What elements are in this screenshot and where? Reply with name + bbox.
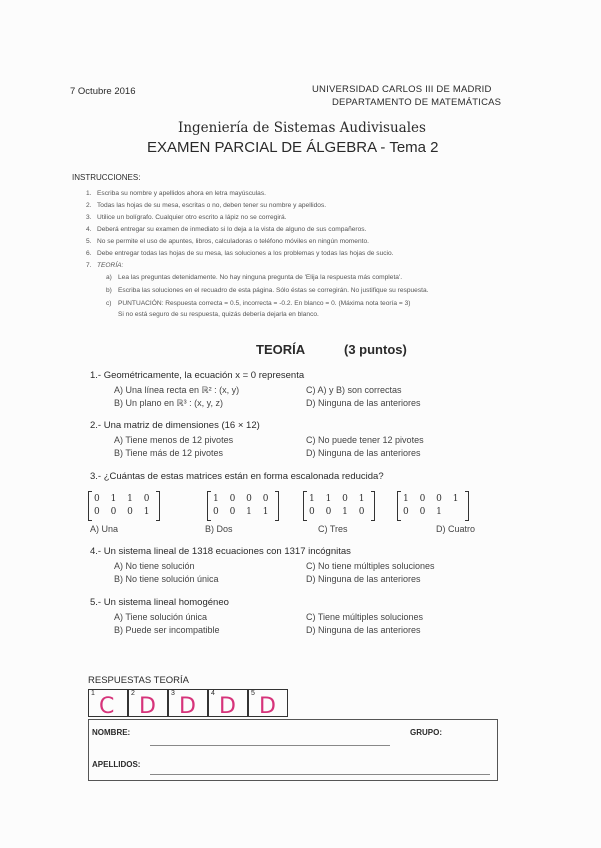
answer-box-letter: D [139, 694, 156, 719]
matrix-row: 0 1 1 0 [94, 494, 154, 504]
instruction-text: Escriba su nombre y apellidos ahora en letra mayúsculas. [97, 190, 266, 197]
group-label: GRUPO: [410, 728, 442, 737]
answer-option: C) No tiene múltiples soluciones [306, 561, 435, 571]
answer-box [248, 689, 288, 717]
answer-box [88, 689, 128, 717]
matrix-rows [401, 493, 465, 519]
answer-option: B) Puede ser incompatible [114, 625, 220, 635]
matrix-right-bracket [156, 491, 160, 521]
matrix-right-bracket [465, 491, 469, 521]
question-stem: 2.- Una matriz de dimensiones (16 × 12) [90, 420, 260, 431]
matrix-row: 0 0 1 [403, 507, 446, 517]
instruction-sub-letter: c) [106, 300, 112, 307]
question-stem: 4.- Un sistema lineal de 1318 ecuaciones con 1317 incógnitas [90, 546, 351, 557]
instruction-number: 6. [86, 250, 92, 257]
theory-points: (3 puntos) [344, 342, 407, 357]
answer-option: A) Tiene menos de 12 pivotes [114, 435, 234, 445]
matrix-right-bracket [275, 491, 279, 521]
matrix-row: 0 0 1 0 [309, 507, 369, 517]
answer-box-number: 3 [171, 690, 175, 697]
answer-option: C) A) y B) son correctas [306, 385, 402, 395]
answer-box-number: 5 [251, 690, 255, 697]
answer-option: B) Un plano en ℝ³ : (x, y, z) [114, 398, 223, 408]
answer-option: B) Tiene más de 12 pivotes [114, 448, 224, 458]
department-name: DEPARTAMENTO DE MATEMÁTICAS [332, 97, 502, 108]
instruction-sub-letter: b) [106, 287, 112, 294]
surname-label: APELLIDOS: [92, 760, 141, 769]
instruction-sub-text: Lea las preguntas detenidamente. No hay ninguna pregunta de 'Elija la respuesta más completa'. [118, 274, 403, 281]
matrix-rows [307, 493, 371, 519]
exam-title [147, 139, 439, 156]
answer-option: A) Una línea recta en ℝ² : (x, y) [114, 385, 240, 395]
answer-box [168, 689, 208, 717]
exam-title-main: EXAMEN PARCIAL DE ÁLGEBRA [147, 139, 377, 156]
matrix-rows [92, 493, 156, 519]
matrix [207, 491, 279, 521]
university-name: UNIVERSIDAD CARLOS III DE MADRID [312, 84, 492, 95]
answer-box-letter: D [179, 694, 196, 719]
question-stem: 5.- Un sistema lineal homogéneo [90, 597, 229, 608]
matrix-rows [211, 493, 275, 519]
form-bottom-line [88, 780, 498, 781]
surname-underline [150, 774, 490, 775]
answer-option: C) Tres [318, 524, 348, 534]
answer-option: C) No puede tener 12 pivotes [306, 435, 424, 445]
answer-box-letter: D [259, 694, 276, 719]
matrix-row: 1 0 0 0 [213, 494, 273, 504]
matrix [397, 491, 469, 521]
answer-option: D) Ninguna de las anteriores [306, 448, 421, 458]
instruction-text: Debe entregar todas las hojas de su mesa, las soluciones a los problemas y todas las hojas de sucio. [97, 250, 394, 257]
instruction-text: Deberá entregar su examen de inmediato si lo deja a la vista de alguno de sus compañeros. [97, 226, 367, 233]
matrix [88, 491, 160, 521]
answers-title: RESPUESTAS TEORÍA [88, 675, 190, 686]
degree-title: Ingeniería de Sistemas Audivisuales [178, 120, 426, 136]
form-top-line [88, 719, 498, 720]
question-stem: 3.- ¿Cuántas de estas matrices están en forma escalonada reducida? [90, 471, 384, 482]
answer-box [128, 689, 168, 717]
instruction-sub-text: Si no está seguro de su respuesta, quizás debería dejarla en blanco. [118, 311, 319, 318]
answer-box-number: 4 [211, 690, 215, 697]
answer-box-letter: D [219, 694, 236, 719]
form-right-line [497, 719, 498, 781]
exam-date: 7 Octubre 2016 [70, 86, 136, 97]
answer-box-number: 1 [91, 690, 95, 697]
instruction-text: No se permite el uso de apuntes, libros, calculadoras o teléfono móviles en ningún momento. [97, 238, 369, 245]
matrix-right-bracket [371, 491, 375, 521]
answer-box-letter: C [99, 694, 115, 719]
answer-option: D) Cuatro [436, 524, 476, 534]
matrix-row: 1 0 0 1 [403, 494, 463, 504]
instruction-text: Utilice un bolígrafo. Cualquier otro escrito a lápiz no se corregirá. [97, 214, 287, 221]
answer-option: D) Ninguna de las anteriores [306, 625, 421, 635]
name-underline [150, 745, 390, 746]
instruction-subtitle: TEORÍA: [97, 262, 124, 269]
answer-option: D) Ninguna de las anteriores [306, 398, 421, 408]
answer-option: B) Dos [205, 524, 233, 534]
instruction-number: 4. [86, 226, 92, 233]
instruction-sub-text: Escriba las soluciones en el recuadro de esta página. Sólo éstas se corregirán. No justifique su respuesta. [118, 287, 429, 294]
answer-option: C) Tiene múltiples soluciones [306, 612, 424, 622]
matrix-row: 0 0 1 1 [213, 507, 273, 517]
instruction-number: 1. [86, 190, 92, 197]
answer-option: A) Tiene solución única [114, 612, 208, 622]
matrix-row: 0 0 0 1 [94, 507, 154, 517]
matrix [303, 491, 375, 521]
answer-option: D) Ninguna de las anteriores [306, 574, 421, 584]
answer-option: A) No tiene solución [114, 561, 195, 571]
instruction-number: 3. [86, 214, 92, 221]
answer-option: A) Una [90, 524, 119, 534]
instructions-title: INSTRUCCIONES: [72, 173, 141, 182]
exam-theme: - Tema 2 [380, 139, 439, 156]
instruction-text: Todas las hojas de su mesa, escritas o no, deben tener su nombre y apellidos. [97, 202, 327, 209]
answer-option: B) No tiene solución única [114, 574, 219, 584]
instruction-number: 5. [86, 238, 92, 245]
matrix-row: 1 1 0 1 [309, 494, 369, 504]
instruction-sub-letter: a) [106, 274, 112, 281]
form-left-line [88, 719, 89, 781]
answer-box-number: 2 [131, 690, 135, 697]
instruction-number: 2. [86, 202, 92, 209]
instruction-sub-text: PUNTUACIÓN: Respuesta correcta = 0.5, incorrecta = -0.2. En blanco = 0. (Máxima nota teoría = 3) [118, 300, 411, 307]
name-label: NOMBRE: [92, 728, 131, 737]
instruction-number: 7. [86, 262, 92, 269]
question-stem: 1.- Geométricamente, la ecuación x = 0 representa [90, 370, 305, 381]
theory-title: TEORÍA [256, 342, 306, 357]
answer-box [208, 689, 248, 717]
